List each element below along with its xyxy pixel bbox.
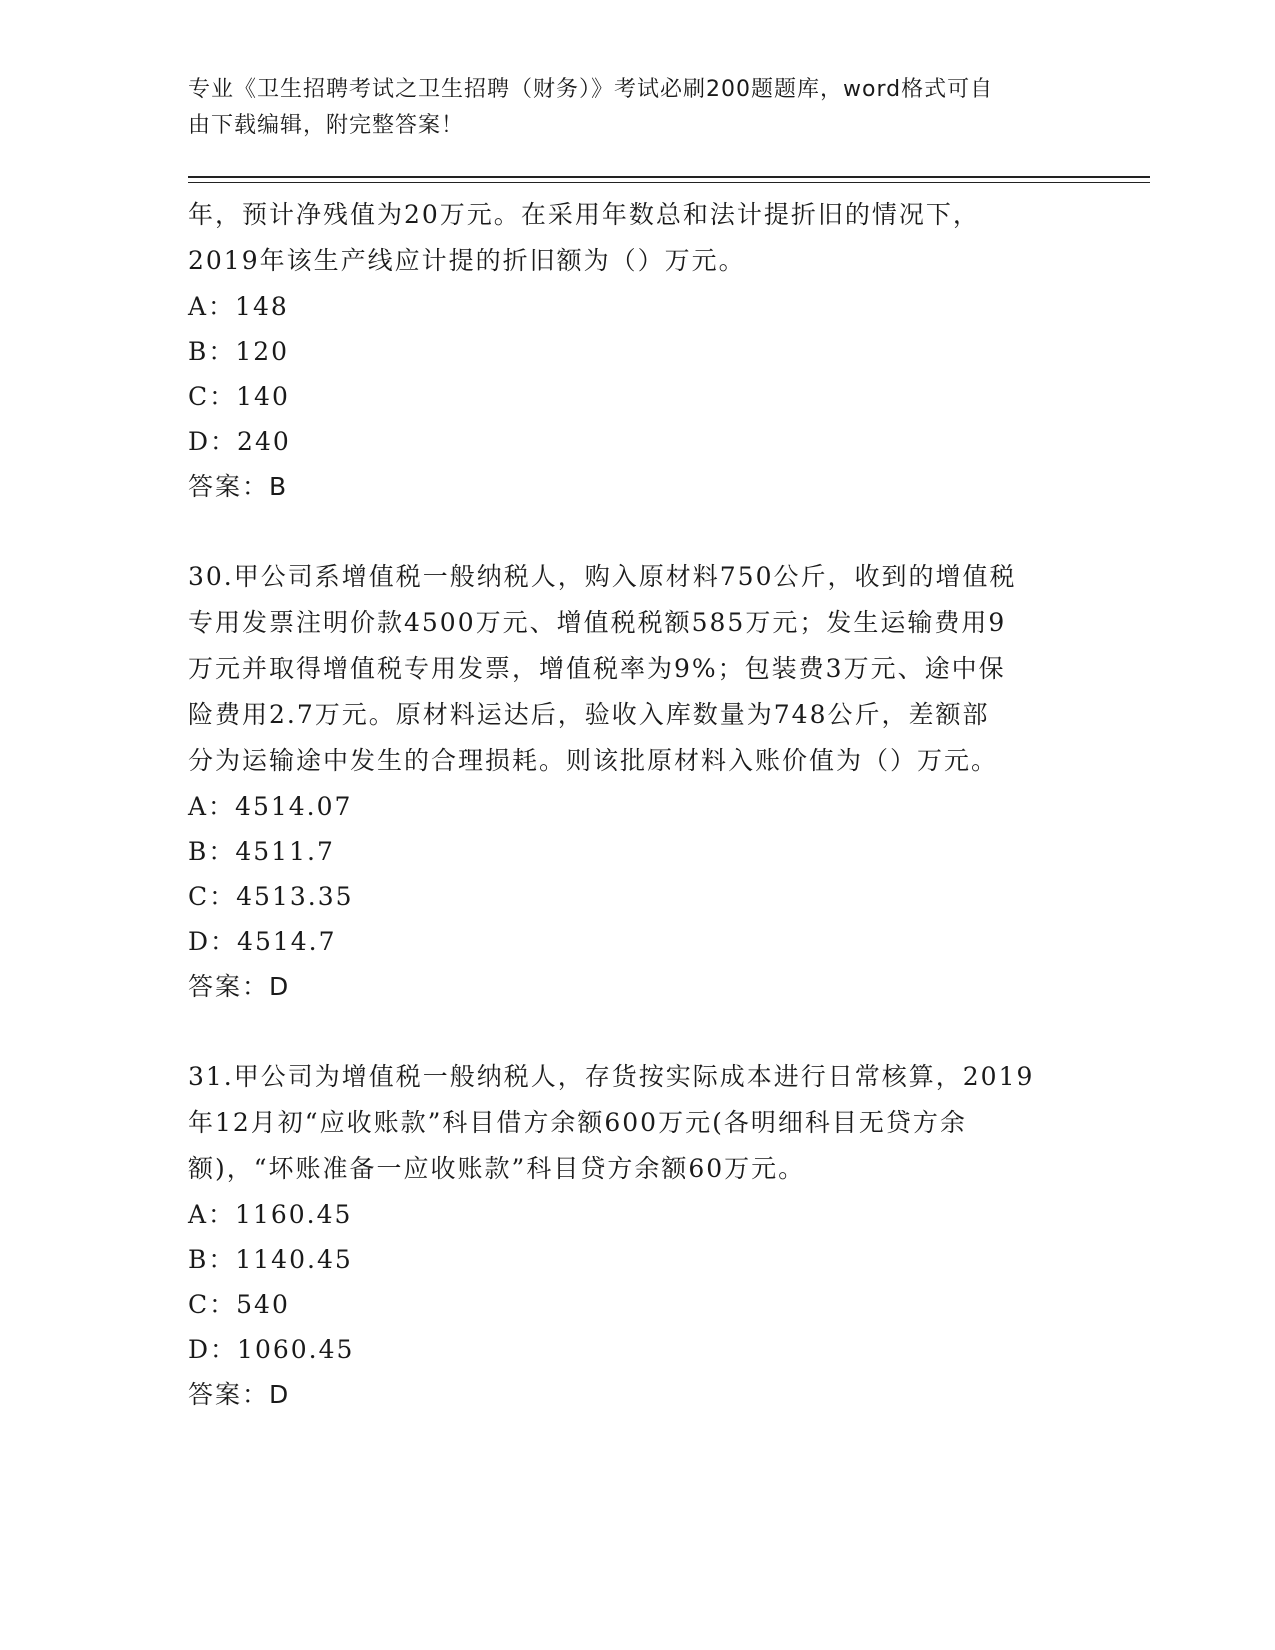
option-c: C：4513.35 — [188, 882, 354, 911]
header-title-line-1: 专业《卫生招聘考试之卫生招聘（财务）》考试必刷200题题库，word格式可自 — [188, 77, 994, 102]
answer-line: 答案：B — [188, 472, 289, 501]
option-c: C：140 — [188, 382, 290, 411]
option-b: B：120 — [188, 337, 290, 366]
question-text-line: 31.甲公司为增值税一般纳税人，存货按实际成本进行日常核算，2019 — [188, 1062, 1035, 1091]
option-a: A：4514.07 — [188, 792, 353, 821]
option-d: D：1060.45 — [188, 1335, 355, 1364]
question-text-line: 2019年该生产线应计提的折旧额为（）万元。 — [188, 246, 746, 275]
answer-line: 答案：D — [188, 1380, 291, 1409]
option-d: D：4514.7 — [188, 927, 337, 956]
option-c: C：540 — [188, 1290, 290, 1319]
question-text-line: 分为运输途中发生的合理损耗。则该批原材料入账价值为（）万元。 — [188, 746, 999, 775]
question-item — [188, 554, 1088, 1010]
header-divider-thin — [188, 182, 1150, 183]
option-d: D：240 — [188, 427, 291, 456]
question-text-line: 年12月初“应收账款”科目借方余额600万元(各明细科目无贷方余 — [188, 1108, 967, 1137]
question-text-line: 额)，“坏账准备一应收账款”科目贷方余额60万元。 — [188, 1154, 806, 1183]
question-text-line: 30.甲公司系增值税一般纳税人，购入原材料750公斤，收到的增值税 — [188, 562, 1017, 591]
question-text-line: 专用发票注明价款4500万元、增值税税额585万元；发生运输费用9 — [188, 608, 1007, 637]
header-title-line-2: 由下载编辑，附完整答案！ — [188, 113, 465, 138]
header-divider-thick — [188, 176, 1150, 178]
option-b: B：4511.7 — [188, 837, 335, 866]
question-item — [188, 1054, 1088, 1418]
question-text-line: 险费用2.7万元。原材料运达后，验收入库数量为748公斤，差额部 — [188, 700, 990, 729]
page-header — [188, 72, 1068, 144]
question-text-line: 万元并取得增值税专用发票，增值税率为9%；包装费3万元、途中保 — [188, 654, 1006, 683]
option-b: B：1140.45 — [188, 1245, 353, 1274]
question-list — [188, 192, 1088, 1462]
answer-line: 答案：D — [188, 972, 291, 1001]
option-a: A：148 — [188, 292, 289, 321]
option-a: A：1160.45 — [188, 1200, 353, 1229]
question-text-line: 年，预计净残值为20万元。在采用年数总和法计提折旧的情况下， — [188, 200, 980, 229]
question-item — [188, 192, 1088, 510]
